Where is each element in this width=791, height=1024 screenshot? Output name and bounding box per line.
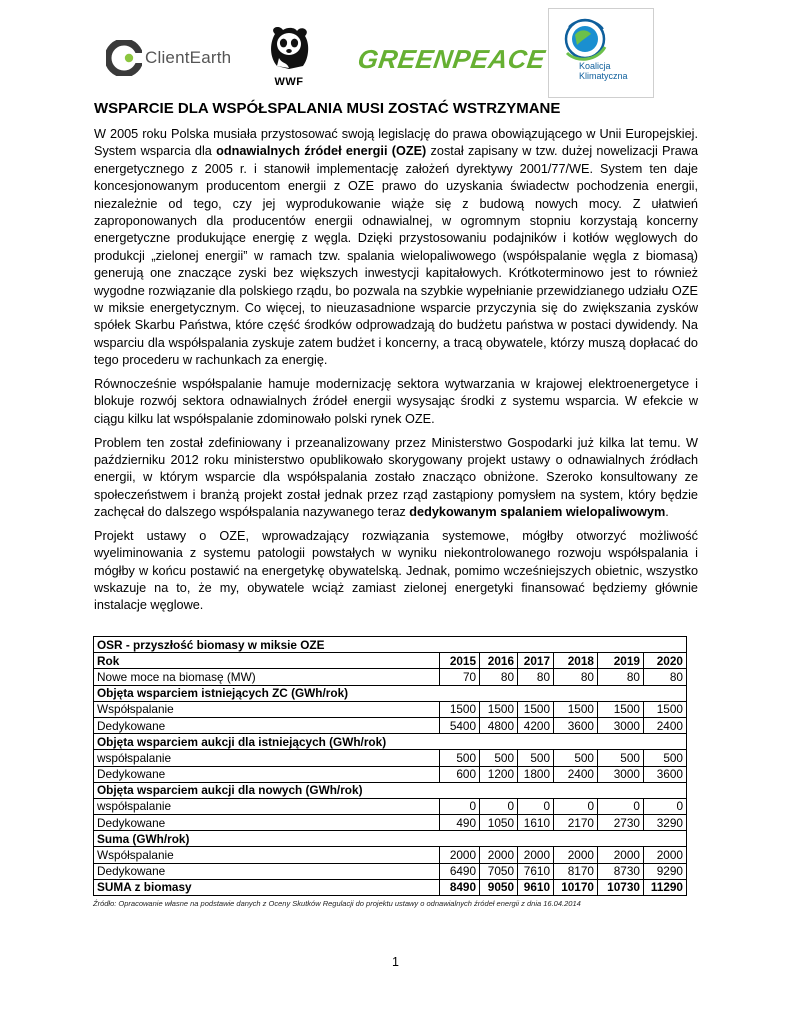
koalicja-line2: Klimatyczna	[579, 71, 628, 81]
row-label-cell: Dedykowane	[94, 717, 440, 733]
value-cell: 0	[480, 798, 518, 814]
greenpeace-logo: GREENPEACE	[355, 44, 548, 74]
section-title-row	[94, 685, 687, 701]
page-number: 1	[392, 955, 399, 969]
table-row	[94, 766, 687, 782]
value-cell: 2170	[554, 815, 598, 831]
section-title-cell: Objęta wsparciem istniejących ZC (GWh/rok)	[94, 685, 687, 701]
total-label-cell: SUMA z biomasy	[94, 879, 440, 895]
value-cell: 1050	[480, 815, 518, 831]
value-cell: 8730	[598, 863, 644, 879]
value-cell: 1800	[518, 766, 554, 782]
value-cell: 2730	[598, 815, 644, 831]
paragraph-3-bold: dedykowanym spalaniem wielopaliwowym	[409, 505, 666, 520]
value-cell: 3290	[643, 815, 686, 831]
value-cell: 2000	[440, 847, 480, 863]
table-total-row	[94, 879, 687, 895]
table-row	[94, 701, 687, 717]
paragraph-1-text-a: W 2005 roku Polska musiała przystosować swoją legislację do prawa obowiązującego w Unii Europejskiej. System wsparcia dla	[94, 127, 698, 159]
wwf-logo	[265, 24, 313, 88]
value-cell: 500	[480, 750, 518, 766]
value-cell: 500	[440, 750, 480, 766]
value-cell: 0	[554, 798, 598, 814]
total-value-cell: 10730	[598, 879, 644, 895]
value-cell: 80	[554, 669, 598, 685]
value-cell: 490	[440, 815, 480, 831]
value-cell: 0	[440, 798, 480, 814]
total-value-cell: 9610	[518, 879, 554, 895]
table-title-row	[94, 637, 687, 653]
value-cell: 80	[480, 669, 518, 685]
value-cell: 2000	[554, 847, 598, 863]
table-row	[94, 815, 687, 831]
value-cell: 1500	[480, 701, 518, 717]
value-cell: 3000	[598, 717, 644, 733]
value-cell: 70	[440, 669, 480, 685]
source-note: Źródło: Opracowanie własne na podstawie danych z Oceny Skutków Regulacji do projektu ustawy o odnawialnych źródeł energii z dnia 16.04.2014	[93, 899, 581, 908]
row-label-cell: współspalanie	[94, 798, 440, 814]
value-cell: 3600	[554, 717, 598, 733]
row-label-cell: Współspalanie	[94, 847, 440, 863]
panda-icon	[267, 24, 311, 70]
total-value-cell: 11290	[643, 879, 686, 895]
section-title-cell: Objęta wsparciem aukcji dla istniejących (GWh/rok)	[94, 734, 687, 750]
value-cell: 0	[598, 798, 644, 814]
value-cell: 3000	[598, 766, 644, 782]
value-cell: 4800	[480, 717, 518, 733]
value-cell: 1610	[518, 815, 554, 831]
value-cell: 2400	[554, 766, 598, 782]
paragraph-1-text-c: został zapisany w tzw. dużej nowelizacji Prawa energetycznego z 2005 r. i stanowił implementację założeń dyrektywy 2001/77/WE. System ten daje koncesjonowanym producentom energii z OZE prawo do uzyskania świadectw pochodzenia energii, niezależnie od tego, czy jej wyprodukowanie wiąże się z budową nowych mocy. Z ułatwień zaproponowanych dla producentów energii odnawialnej, w ogromnym stopniu korzystają koncerny energetyczne produkujące energię z węgla. Dzięki przystosowaniu podajników i kotłów węglowych do produkcji „zielonej energii” w ramach tzw. spalania wielopaliwowego (współspalanie węgla z biomasą) generują one znaczące zyski bez większych inwestycji kapitałowych. Krótkoterminowo jest to również wygodne rozwiązanie dla polskiego rządu, bo pozwala na szybkie wypełnianie przewidzianego udziału OZE w miksie energetycznym. Co więcej, to nieuzasadnione wsparcie przyczynia się do zwiększania zysków spółek Skarbu Państwa, które część środków odprowadzają do budżetu państwa w postaci dywidendy. Na wsparciu dla współspalania zyskuje zatem budżet i koncerny, a tracą obywatele, którzy muszą dopłacać do tego procederu w rachunkach za energię.	[94, 144, 699, 368]
value-cell: 80	[518, 669, 554, 685]
row-label-cell: współspalanie	[94, 750, 440, 766]
value-cell: 80	[643, 669, 686, 685]
value-cell: 6490	[440, 863, 480, 879]
page-title: WSPARCIE DLA WSPÓŁSPALANIA MUSI ZOSTAĆ WSTRZYMANE	[94, 100, 561, 117]
value-cell: 500	[598, 750, 644, 766]
section-title-row	[94, 782, 687, 798]
value-cell: 2000	[518, 847, 554, 863]
table-row	[94, 717, 687, 733]
paragraph-3	[94, 435, 698, 522]
logo-bar	[100, 8, 660, 103]
value-cell: 5400	[440, 717, 480, 733]
value-cell: 600	[440, 766, 480, 782]
header-year-cell: 2015	[440, 653, 480, 669]
value-cell: 0	[643, 798, 686, 814]
row-label-cell: Dedykowane	[94, 815, 440, 831]
value-cell: 9290	[643, 863, 686, 879]
value-cell: 2000	[480, 847, 518, 863]
koalicja-line1: Koalicja	[579, 61, 611, 71]
paragraph-4: Projekt ustawy o OZE, wprowadzający rozwiązania systemowe, mógłby otworzyć możliwość wyeliminowania z systemu patologii powstałych w wyniku niekontrolowanego rozwoju współspalania i mógłby w końcu postawić na energetykę obywatelską. Jednak, pomimo wcześniejszych obietnic, wszystko wskazuje na to, że my, obywatele wciąż zamiast zielonej energetyki finansować będziemy głównie instalacje węglowe.	[94, 528, 698, 613]
header-label-cell: Rok	[94, 653, 440, 669]
table-title: OSR - przyszłość biomasy w miksie OZE	[94, 637, 687, 653]
value-cell: 7610	[518, 863, 554, 879]
table-row	[94, 863, 687, 879]
section-title-row	[94, 734, 687, 750]
value-cell: 8170	[554, 863, 598, 879]
row-label-cell: Dedykowane	[94, 766, 440, 782]
value-cell: 1200	[480, 766, 518, 782]
row-label-cell: Współspalanie	[94, 701, 440, 717]
value-cell: 500	[554, 750, 598, 766]
koalicja-klimatyczna-logo	[548, 8, 654, 98]
article-body	[94, 126, 698, 621]
value-cell: 2000	[643, 847, 686, 863]
paragraph-1-bold: odnawialnych źródeł energii (OZE)	[216, 144, 427, 159]
table-header-row	[94, 653, 687, 669]
value-cell: 500	[643, 750, 686, 766]
table-row	[94, 798, 687, 814]
value-cell: 2400	[643, 717, 686, 733]
header-year-cell: 2017	[518, 653, 554, 669]
header-year-cell: 2018	[554, 653, 598, 669]
value-cell: 1500	[598, 701, 644, 717]
wwf-wordmark: WWF	[274, 76, 304, 88]
paragraph-1	[94, 126, 698, 370]
value-cell: 0	[518, 798, 554, 814]
section-title-cell: Objęta wsparciem aukcji dla nowych (GWh/rok)	[94, 782, 687, 798]
table-row	[94, 669, 687, 685]
total-value-cell: 9050	[480, 879, 518, 895]
value-cell: 1500	[440, 701, 480, 717]
header-year-cell: 2016	[480, 653, 518, 669]
value-cell: 7050	[480, 863, 518, 879]
total-value-cell: 8490	[440, 879, 480, 895]
value-cell: 4200	[518, 717, 554, 733]
header-year-cell: 2019	[598, 653, 644, 669]
row-label-cell: Nowe moce na biomasę (MW)	[94, 669, 440, 685]
clientearth-logo	[106, 40, 231, 76]
koalicja-wordmark	[579, 61, 628, 81]
table-row	[94, 750, 687, 766]
value-cell: 2000	[598, 847, 644, 863]
value-cell: 80	[598, 669, 644, 685]
clientearth-mark-icon	[106, 40, 142, 76]
section-title-cell: Suma (GWh/rok)	[94, 831, 687, 847]
paragraph-3-text-a: Problem ten został zdefiniowany i przeanalizowany przez Ministerstwo Gospodarki już kilka lat temu. W październiku 2012 roku ministerstwo opublikowało skorygowany projekt ustawy o odnawialnych źródłach energii, w którym wsparcie dla współspalania zostało znacząco obniżone. Szeroko konsultowany ze społeczeństwem i branżą projekt został jednak przez rząd zastąpiony pomysłem na system, który będzie zachęcał do dalszego współspalania nazywanego teraz	[94, 435, 698, 520]
row-label-cell: Dedykowane	[94, 863, 440, 879]
clientearth-wordmark: ClientEarth	[145, 48, 232, 67]
table-row	[94, 847, 687, 863]
value-cell: 1500	[554, 701, 598, 717]
paragraph-3-text-c: .	[665, 505, 669, 520]
osr-biomass-table	[93, 636, 687, 896]
value-cell: 3600	[643, 766, 686, 782]
total-value-cell: 10170	[554, 879, 598, 895]
value-cell: 1500	[518, 701, 554, 717]
value-cell: 1500	[643, 701, 686, 717]
paragraph-2: Równocześnie współspalanie hamuje modernizację sektora wytwarzania w krajowej elektroenergetyce i blokuje rozwój sektora odnawialnych źródeł energii wysysając środki z systemu wsparcia. W efekcie w ciągu kilku lat współspalanie zdominowało polski rynek OZE.	[94, 376, 698, 426]
value-cell: 500	[518, 750, 554, 766]
header-year-cell: 2020	[643, 653, 686, 669]
section-title-row	[94, 831, 687, 847]
